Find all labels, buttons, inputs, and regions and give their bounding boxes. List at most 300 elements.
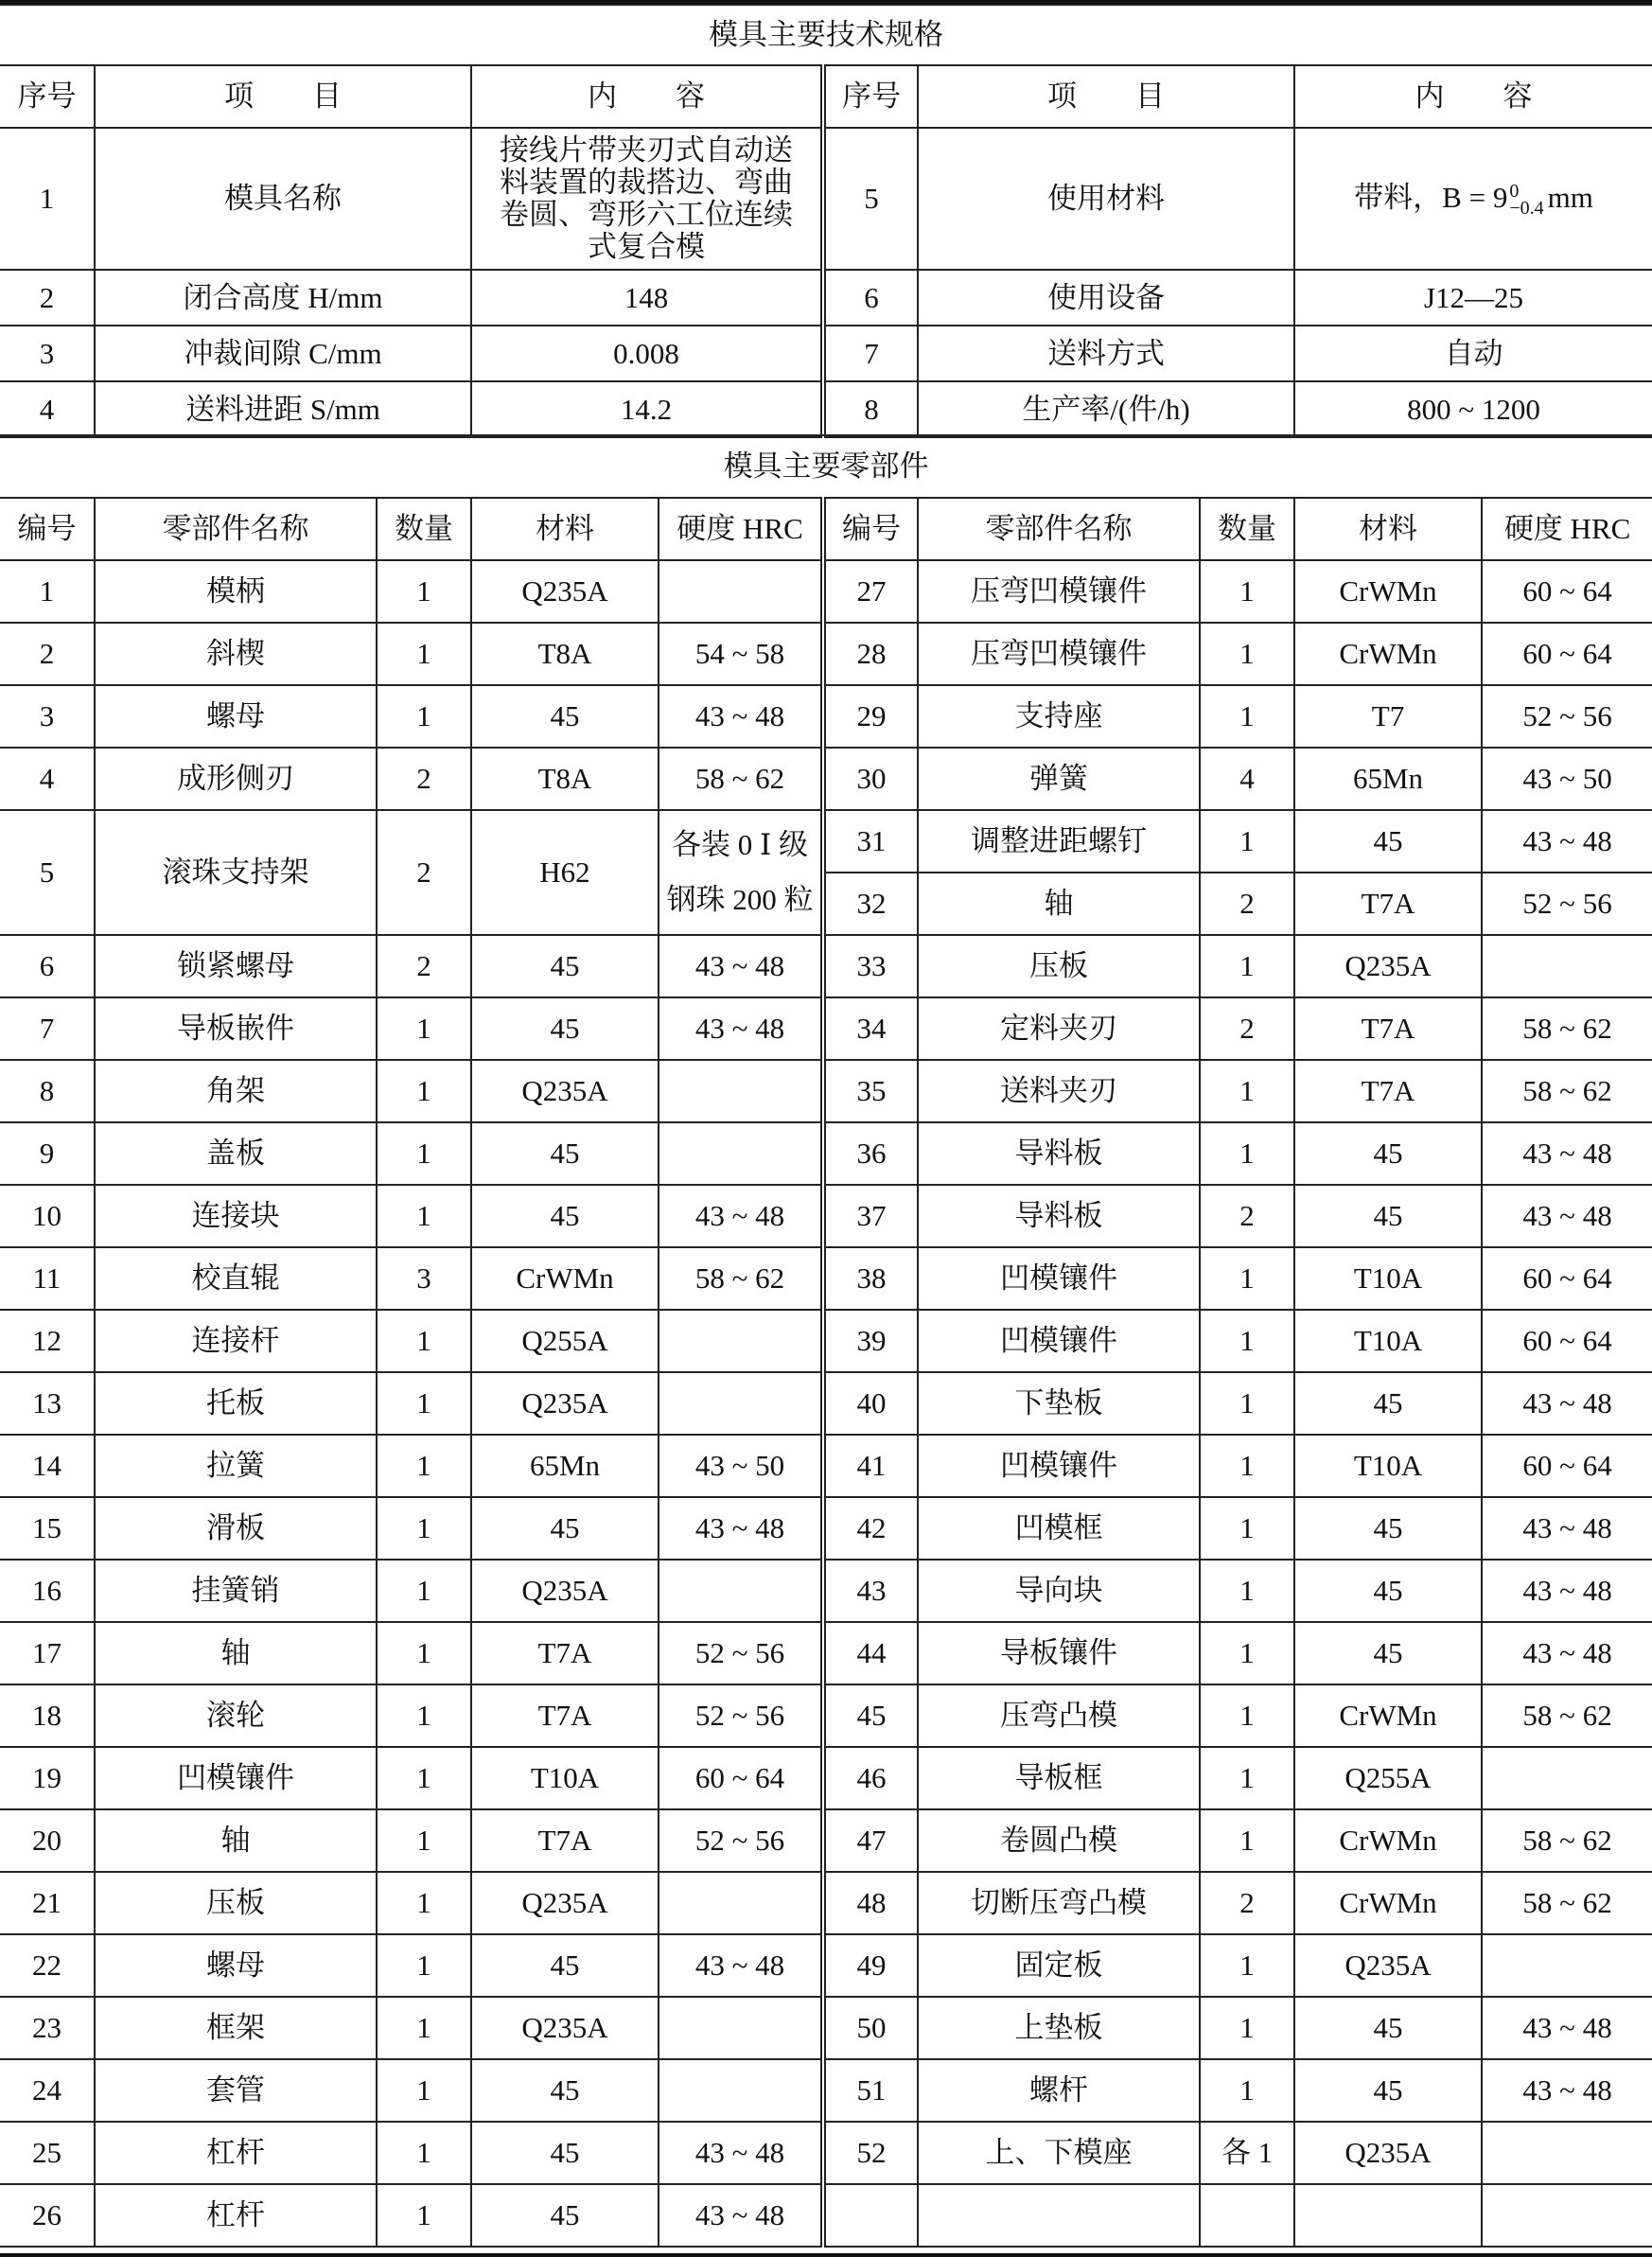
part-material: Q235A [471, 1060, 659, 1122]
spec-header-no-right: 序号 [823, 65, 918, 128]
part-material-right: 45 [1294, 1497, 1482, 1560]
part-qty-right: 1 [1200, 560, 1294, 623]
part-qty: 2 [377, 935, 471, 997]
part-name-right: 固定板 [918, 1934, 1200, 1997]
spec-row [0, 270, 1652, 326]
part-name-right: 下垫板 [918, 1372, 1200, 1435]
part-material: 45 [471, 1185, 659, 1247]
part-material: 45 [471, 1934, 659, 1997]
empty-cell [1482, 2184, 1652, 2247]
part-name-right: 导料板 [918, 1185, 1200, 1247]
part-qty-right: 1 [1200, 685, 1294, 748]
spec-no: 4 [0, 381, 95, 437]
part-name: 螺母 [95, 1934, 377, 1997]
part-name: 凹模镶件 [95, 1747, 377, 1809]
parts-header-hardness: 硬度 HRC [659, 498, 823, 560]
part-hardness-right: 60 ~ 64 [1482, 1247, 1652, 1310]
parts-row [0, 1435, 1652, 1497]
part-name-right: 凹模镶件 [918, 1310, 1200, 1372]
part-qty-right: 1 [1200, 1372, 1294, 1435]
spec-no-right: 5 [823, 128, 918, 270]
spec-header-no: 序号 [0, 65, 95, 128]
part-no-right: 49 [823, 1934, 918, 1997]
part-no-right: 52 [823, 2122, 918, 2184]
part-qty: 1 [377, 1060, 471, 1122]
spec-no: 1 [0, 128, 95, 270]
part-qty: 1 [377, 2059, 471, 2122]
part-name-right: 压弯凹模镶件 [918, 623, 1200, 685]
spec-no: 2 [0, 270, 95, 326]
part-no-right: 31 [823, 810, 918, 873]
parts-header-qty-right: 数量 [1200, 498, 1294, 560]
part-hardness-right: 60 ~ 64 [1482, 623, 1652, 685]
part-name-right: 上垫板 [918, 1997, 1200, 2059]
part-no-right: 50 [823, 1997, 918, 2059]
part-hardness-right: 58 ~ 62 [1482, 1060, 1652, 1122]
part-material-right: 45 [1294, 810, 1482, 873]
part-no: 8 [0, 1060, 95, 1122]
spec-item-right: 使用设备 [918, 270, 1294, 326]
tolerance [1509, 181, 1544, 220]
part-name-right: 弹簧 [918, 748, 1200, 810]
part-name: 连接块 [95, 1185, 377, 1247]
part-name-right: 导向块 [918, 1560, 1200, 1622]
part-name: 校直辊 [95, 1247, 377, 1310]
parts-row [0, 685, 1652, 748]
part-qty-right: 1 [1200, 1684, 1294, 1747]
part-material: T8A [471, 623, 659, 685]
parts-row [0, 1060, 1652, 1122]
part-name: 成形侧刃 [95, 748, 377, 810]
part-hardness-right: 60 ~ 64 [1482, 560, 1652, 623]
parts-table [0, 434, 1652, 2248]
part-material: 45 [471, 2059, 659, 2122]
part-material: Q235A [471, 1997, 659, 2059]
part-no: 4 [0, 748, 95, 810]
parts-header-no-right: 编号 [823, 498, 918, 560]
part-material-right: T10A [1294, 1435, 1482, 1497]
parts-row [0, 1310, 1652, 1372]
part-material-right: Q235A [1294, 935, 1482, 997]
part-hardness: 43 ~ 48 [659, 2184, 823, 2247]
part-no: 19 [0, 1747, 95, 1809]
part-hardness [659, 1310, 823, 1372]
part-material-right: T10A [1294, 1247, 1482, 1310]
part-qty: 1 [377, 1684, 471, 1747]
part-material-right: 45 [1294, 1622, 1482, 1684]
part-qty-right: 1 [1200, 1997, 1294, 2059]
parts-row [0, 1684, 1652, 1747]
part-no: 3 [0, 685, 95, 748]
part-hardness [659, 560, 823, 623]
parts-header-name: 零部件名称 [95, 498, 377, 560]
part-name-right: 凹模镶件 [918, 1435, 1200, 1497]
spec-content-right: 自动 [1294, 326, 1652, 381]
part-no: 5 [0, 810, 95, 935]
part-material: 45 [471, 2122, 659, 2184]
part-hardness: 43 ~ 48 [659, 997, 823, 1060]
part-name: 模柄 [95, 560, 377, 623]
part-no: 17 [0, 1622, 95, 1684]
part-qty: 3 [377, 1247, 471, 1310]
part-name-right: 调整进距螺钉 [918, 810, 1200, 873]
part-no-right: 42 [823, 1497, 918, 1560]
part-hardness: 43 ~ 48 [659, 935, 823, 997]
spec-header-item-right: 项 目 [918, 65, 1294, 128]
part-no-right: 48 [823, 1872, 918, 1934]
part-hardness-right [1482, 1934, 1652, 1997]
part-no-right: 38 [823, 1247, 918, 1310]
parts-row [0, 623, 1652, 685]
part-qty: 1 [377, 1185, 471, 1247]
spec-row [0, 128, 1652, 270]
part-qty: 2 [377, 810, 471, 935]
parts-row [0, 1934, 1652, 1997]
part-no-right: 44 [823, 1622, 918, 1684]
parts-row [0, 2122, 1652, 2184]
part-qty: 1 [377, 1934, 471, 1997]
material-unit: mm [1547, 180, 1593, 214]
part-hardness-right [1482, 935, 1652, 997]
part-name-right: 卷圆凸模 [918, 1809, 1200, 1872]
part-material-right: 45 [1294, 2059, 1482, 2122]
part-no-right: 33 [823, 935, 918, 997]
spec-no-right: 7 [823, 326, 918, 381]
parts-row [0, 1372, 1652, 1435]
part-qty: 1 [377, 1372, 471, 1435]
part-hardness-right: 58 ~ 62 [1482, 997, 1652, 1060]
part-material-right: T7A [1294, 997, 1482, 1060]
part-hardness: 43 ~ 48 [659, 1934, 823, 1997]
part-no: 18 [0, 1684, 95, 1747]
part-qty: 1 [377, 1435, 471, 1497]
part-name: 滚轮 [95, 1684, 377, 1747]
part-no: 22 [0, 1934, 95, 1997]
parts-row [0, 1560, 1652, 1622]
part-qty-right: 1 [1200, 1809, 1294, 1872]
part-qty-right: 各 1 [1200, 2122, 1294, 2184]
parts-row [0, 1747, 1652, 1809]
spec-content: 148 [471, 270, 823, 326]
part-no-right: 40 [823, 1372, 918, 1435]
part-name: 导板嵌件 [95, 997, 377, 1060]
spec-item: 冲裁间隙 C/mm [95, 326, 471, 381]
part-name-right: 压弯凸模 [918, 1684, 1200, 1747]
part-no-right: 37 [823, 1185, 918, 1247]
part-qty: 1 [377, 1747, 471, 1809]
part-material-right: T10A [1294, 1310, 1482, 1372]
part-no-right: 29 [823, 685, 918, 748]
parts-row [0, 1185, 1652, 1247]
spec-material-content [1294, 128, 1652, 270]
part-hardness [659, 1872, 823, 1934]
part-name: 挂簧销 [95, 1560, 377, 1622]
part-name-right: 切断压弯凸模 [918, 1872, 1200, 1934]
part-name-right: 导板框 [918, 1747, 1200, 1809]
part-qty-right: 2 [1200, 873, 1294, 935]
part-material: T8A [471, 748, 659, 810]
parts-row [0, 935, 1652, 997]
spec-header-item: 项 目 [95, 65, 471, 128]
part-material: Q235A [471, 1872, 659, 1934]
spec-title: 模具主要技术规格 [0, 5, 1652, 65]
part-hardness-right: 43 ~ 50 [1482, 748, 1652, 810]
part-hardness-right [1482, 2122, 1652, 2184]
part-no-right: 34 [823, 997, 918, 1060]
part-hardness: 54 ~ 58 [659, 623, 823, 685]
part-qty-right: 2 [1200, 1872, 1294, 1934]
parts-header-hardness-right: 硬度 HRC [1482, 498, 1652, 560]
part-no: 6 [0, 935, 95, 997]
part-hardness-right: 43 ~ 48 [1482, 1497, 1652, 1560]
parts-row [0, 1497, 1652, 1560]
part-material: Q235A [471, 1372, 659, 1435]
part-hardness-right: 60 ~ 64 [1482, 1435, 1652, 1497]
part-hardness-right: 43 ~ 48 [1482, 1372, 1652, 1435]
part-name: 螺母 [95, 685, 377, 748]
part-material: 45 [471, 1122, 659, 1185]
part-hardness-right: 43 ~ 48 [1482, 810, 1652, 873]
spec-item: 送料进距 S/mm [95, 381, 471, 437]
parts-title: 模具主要零部件 [0, 435, 1652, 498]
spec-no-right: 6 [823, 270, 918, 326]
part-qty-right: 2 [1200, 1185, 1294, 1247]
part-hardness-right: 43 ~ 48 [1482, 2059, 1652, 2122]
part-material-right: CrWMn [1294, 1684, 1482, 1747]
parts-row [0, 1809, 1652, 1872]
part-qty-right: 1 [1200, 1497, 1294, 1560]
material-formula [1354, 180, 1593, 220]
part-hardness [659, 1997, 823, 2059]
part-material-right: T7A [1294, 1060, 1482, 1122]
part-name: 盖板 [95, 1122, 377, 1185]
material-prefix: 带料，B = 9 [1354, 180, 1508, 214]
part-name-right: 轴 [918, 873, 1200, 935]
part-name-right: 定料夹刃 [918, 997, 1200, 1060]
part-material-right: CrWMn [1294, 623, 1482, 685]
part-hardness: 58 ~ 62 [659, 1247, 823, 1310]
part-hardness-right: 52 ~ 56 [1482, 873, 1652, 935]
spec-content: 接线片带夹刃式自动送料装置的裁搭边、弯曲卷圆、弯形六工位连续式复合模 [471, 128, 823, 270]
part-material-right: CrWMn [1294, 560, 1482, 623]
part-hardness [659, 1060, 823, 1122]
part-qty: 1 [377, 2122, 471, 2184]
part-material: 45 [471, 935, 659, 997]
part-name-right: 凹模镶件 [918, 1247, 1200, 1310]
part-no-right: 45 [823, 1684, 918, 1747]
part-material-right: T7A [1294, 873, 1482, 935]
part-material-right: T7 [1294, 685, 1482, 748]
empty-cell [918, 2184, 1200, 2247]
part-no-right: 35 [823, 1060, 918, 1122]
part-material: 45 [471, 997, 659, 1060]
part-name-right: 导料板 [918, 1122, 1200, 1185]
part-name: 锁紧螺母 [95, 935, 377, 997]
part-no-right: 28 [823, 623, 918, 685]
part-name: 连接杆 [95, 1310, 377, 1372]
part-material: T7A [471, 1684, 659, 1747]
part-hardness [659, 1560, 823, 1622]
part-no: 14 [0, 1435, 95, 1497]
part-hardness: 43 ~ 48 [659, 2122, 823, 2184]
part-material-right: Q235A [1294, 2122, 1482, 2184]
part-qty-right: 1 [1200, 1247, 1294, 1310]
part-hardness: 52 ~ 56 [659, 1684, 823, 1747]
part-name: 杠杆 [95, 2122, 377, 2184]
bottom-rule [0, 2253, 1652, 2257]
part-qty: 1 [377, 1809, 471, 1872]
part-qty: 1 [377, 685, 471, 748]
part-material: Q255A [471, 1310, 659, 1372]
part-qty-right: 4 [1200, 748, 1294, 810]
part-name-right: 导板镶件 [918, 1622, 1200, 1684]
part-qty-right: 1 [1200, 810, 1294, 873]
parts-row [0, 1622, 1652, 1684]
part-name-right: 凹模框 [918, 1497, 1200, 1560]
part-hardness: 各装 0 Ⅰ 级钢珠 200 粒 [659, 810, 823, 935]
parts-header-qty: 数量 [377, 498, 471, 560]
spec-content: 0.008 [471, 326, 823, 381]
part-no-right: 27 [823, 560, 918, 623]
part-qty-right: 1 [1200, 1122, 1294, 1185]
parts-header-no: 编号 [0, 498, 95, 560]
part-material-right: 65Mn [1294, 748, 1482, 810]
part-material-right: Q255A [1294, 1747, 1482, 1809]
part-qty-right: 1 [1200, 2059, 1294, 2122]
part-qty: 1 [377, 1122, 471, 1185]
part-qty-right: 1 [1200, 623, 1294, 685]
spec-no: 3 [0, 326, 95, 381]
part-qty-right: 1 [1200, 1310, 1294, 1372]
part-no-right: 30 [823, 748, 918, 810]
part-hardness-right: 58 ~ 62 [1482, 1809, 1652, 1872]
part-qty-right: 1 [1200, 935, 1294, 997]
parts-row [0, 997, 1652, 1060]
part-qty: 1 [377, 1622, 471, 1684]
parts-row [0, 748, 1652, 810]
part-qty-right: 1 [1200, 1622, 1294, 1684]
part-name: 框架 [95, 1997, 377, 2059]
part-hardness-right: 60 ~ 64 [1482, 1310, 1652, 1372]
part-no-right: 41 [823, 1435, 918, 1497]
part-name: 斜楔 [95, 623, 377, 685]
part-hardness-right: 43 ~ 48 [1482, 1997, 1652, 2059]
part-material: T7A [471, 1809, 659, 1872]
part-qty: 1 [377, 1310, 471, 1372]
parts-row [0, 1997, 1652, 2059]
spec-item-right: 生产率/(件/h) [918, 381, 1294, 437]
part-hardness-right: 43 ~ 48 [1482, 1185, 1652, 1247]
part-no: 9 [0, 1122, 95, 1185]
part-no: 11 [0, 1247, 95, 1310]
parts-header-name-right: 零部件名称 [918, 498, 1200, 560]
part-name: 拉簧 [95, 1435, 377, 1497]
part-material: 45 [471, 2184, 659, 2247]
part-hardness: 52 ~ 56 [659, 1622, 823, 1684]
part-material-right: 45 [1294, 1122, 1482, 1185]
part-material: 45 [471, 1497, 659, 1560]
part-qty: 2 [377, 748, 471, 810]
part-material: 45 [471, 685, 659, 748]
part-name: 轴 [95, 1622, 377, 1684]
parts-row [0, 2184, 1652, 2247]
part-qty-right: 1 [1200, 1934, 1294, 1997]
part-qty: 1 [377, 1997, 471, 2059]
part-no: 25 [0, 2122, 95, 2184]
part-qty-right: 1 [1200, 1060, 1294, 1122]
part-qty: 1 [377, 1497, 471, 1560]
part-material-right: 45 [1294, 1560, 1482, 1622]
parts-row [0, 810, 1652, 873]
part-no-right: 46 [823, 1747, 918, 1809]
part-qty-right: 1 [1200, 1747, 1294, 1809]
part-hardness: 58 ~ 62 [659, 748, 823, 810]
spec-item-right: 使用材料 [918, 128, 1294, 270]
part-hardness: 43 ~ 48 [659, 1497, 823, 1560]
part-material: Q235A [471, 560, 659, 623]
part-hardness-right: 58 ~ 62 [1482, 1872, 1652, 1934]
part-name-right: 压弯凹模镶件 [918, 560, 1200, 623]
part-name: 滑板 [95, 1497, 377, 1560]
spec-row [0, 326, 1652, 381]
parts-row [0, 1247, 1652, 1310]
part-material: 65Mn [471, 1435, 659, 1497]
part-name-right: 送料夹刃 [918, 1060, 1200, 1122]
part-material-right: Q235A [1294, 1934, 1482, 1997]
part-no: 21 [0, 1872, 95, 1934]
spec-table [0, 4, 1652, 438]
spec-content-right: J12—25 [1294, 270, 1652, 326]
part-qty-right: 1 [1200, 1435, 1294, 1497]
part-hardness-right: 52 ~ 56 [1482, 685, 1652, 748]
part-qty-right: 2 [1200, 997, 1294, 1060]
part-qty: 1 [377, 997, 471, 1060]
parts-row [0, 2059, 1652, 2122]
empty-cell [1294, 2184, 1482, 2247]
part-qty: 1 [377, 2184, 471, 2247]
part-hardness: 43 ~ 48 [659, 685, 823, 748]
spec-header-content: 内 容 [471, 65, 823, 128]
parts-body [0, 560, 1652, 2247]
part-no-right: 43 [823, 1560, 918, 1622]
part-material: H62 [471, 810, 659, 935]
part-material: T7A [471, 1622, 659, 1684]
spec-item: 模具名称 [95, 128, 471, 270]
part-qty: 1 [377, 560, 471, 623]
part-hardness-right: 43 ~ 48 [1482, 1622, 1652, 1684]
part-no: 2 [0, 623, 95, 685]
part-no: 20 [0, 1809, 95, 1872]
spec-item-right: 送料方式 [918, 326, 1294, 381]
part-qty-right: 1 [1200, 1560, 1294, 1622]
part-hardness [659, 1372, 823, 1435]
spec-row [0, 381, 1652, 437]
part-material-right: 45 [1294, 1997, 1482, 2059]
part-no: 26 [0, 2184, 95, 2247]
part-no: 24 [0, 2059, 95, 2122]
part-no: 7 [0, 997, 95, 1060]
part-material-right: 45 [1294, 1372, 1482, 1435]
part-no: 16 [0, 1560, 95, 1622]
part-material: Q235A [471, 1560, 659, 1622]
part-no: 12 [0, 1310, 95, 1372]
part-no: 15 [0, 1497, 95, 1560]
part-no: 1 [0, 560, 95, 623]
tolerance-lower: −0.4 [1509, 198, 1544, 220]
part-no-right: 39 [823, 1310, 918, 1372]
part-no-right: 51 [823, 2059, 918, 2122]
part-name-right: 上、下模座 [918, 2122, 1200, 2184]
